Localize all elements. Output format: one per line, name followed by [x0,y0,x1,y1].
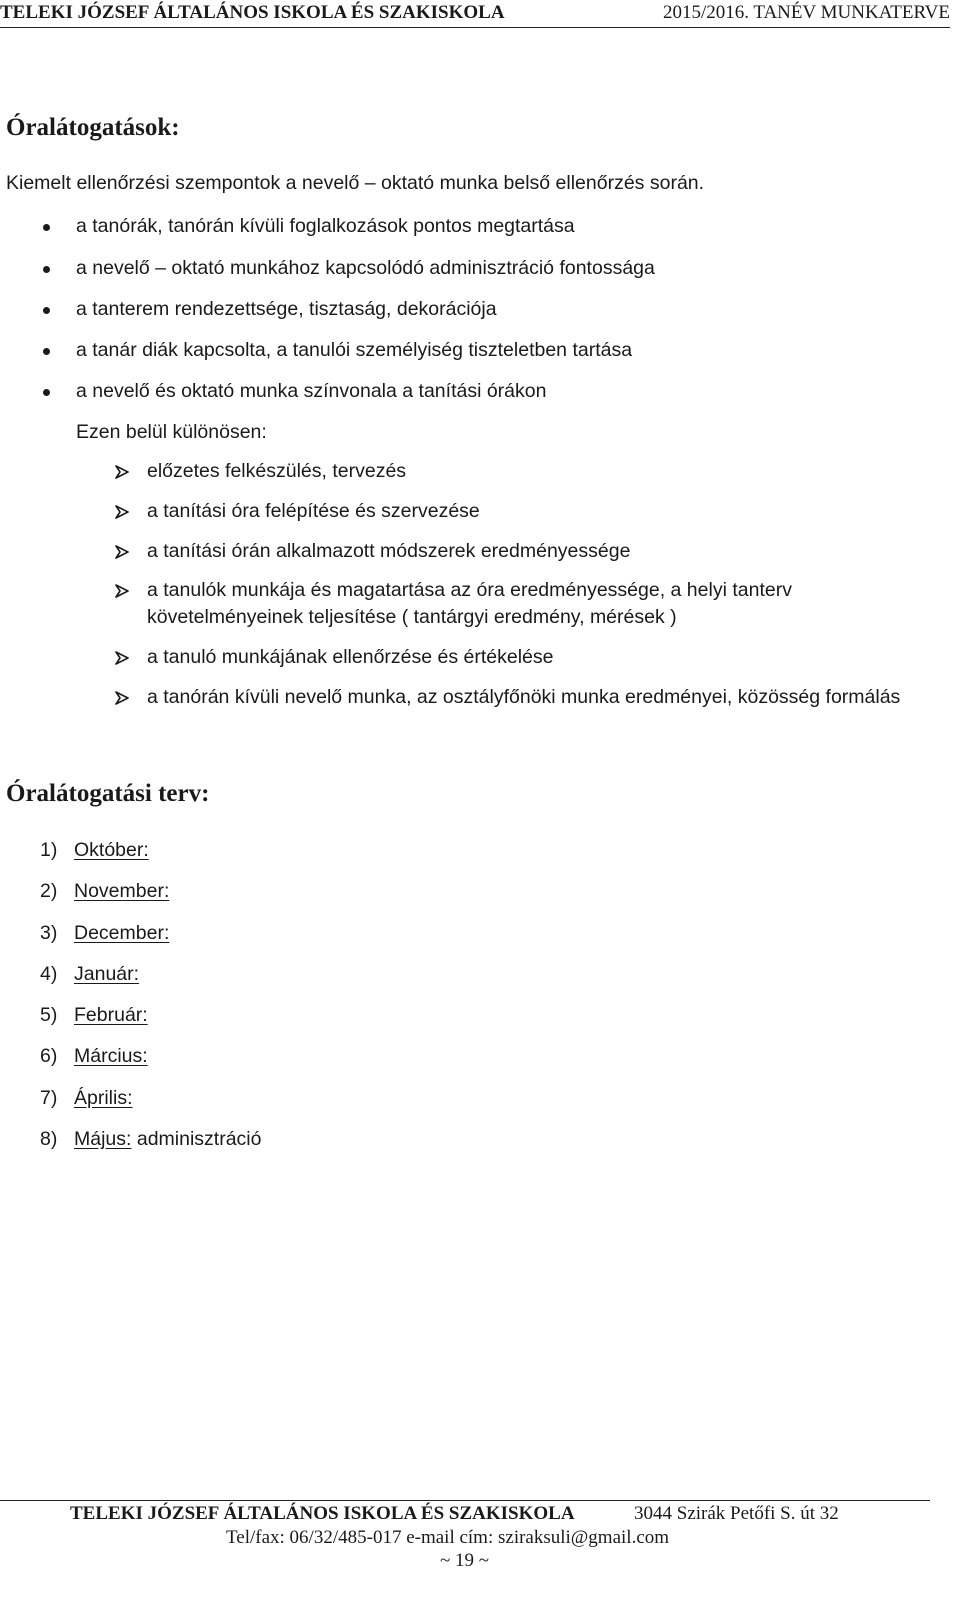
list-item [40,880,169,903]
header-divider [0,27,950,28]
intro-paragraph: Kiemelt ellenőrzési szempontok a nevelő – oktató munka belső ellenőrzés során. [6,172,705,194]
footer-divider [0,1500,930,1501]
list-item-text: a tanterem rendezettsége, tisztaság, dekorációja [76,298,497,320]
list-number: 5) [40,1004,58,1026]
list-item [40,1045,148,1068]
list-item [40,1087,133,1110]
page-number: ~ 19 ~ [440,1550,490,1571]
bullet-icon [43,389,50,396]
page-header [0,0,960,30]
header-school-name: TELEKI JÓZSEF ÁLTALÁNOS ISKOLA ÉS SZAKISKOLA [0,2,505,23]
month-label: November: [74,880,170,902]
list-number: 2) [40,880,58,902]
section-title-visit-plan: Óralátogatási terv: [6,780,210,807]
list-item [40,922,169,945]
bullet-icon [43,348,50,355]
arrow-bullet-icon [114,464,130,480]
list-number: 8) [40,1128,58,1150]
month-label: Május: [74,1128,132,1150]
list-item-text: a tanítási órán alkalmazott módszerek eredményessége [147,540,631,562]
month-note: adminisztráció [136,1128,262,1150]
list-item-text: a tanórák, tanórán kívüli foglalkozások pontos megtartása [76,215,575,237]
list-item-text: a tanár diák kapcsolta, a tanulói személyiség tiszteletben tartása [76,339,633,361]
month-label: Október: [74,839,149,861]
section-title-visits: Óralátogatások: [6,114,180,141]
list-number: 7) [40,1087,58,1109]
month-label: Április: [74,1087,133,1109]
list-item-text: a tanítási óra felépítése és szervezése [147,500,480,522]
list-item-text: a tanuló munkájának ellenőrzése és értékelése [147,646,554,668]
list-item-text: a nevelő és oktató munka színvonala a tanítási órákon [76,380,547,402]
list-number: 6) [40,1045,58,1067]
footer-contact: Tel/fax: 06/32/485-017 e-mail cím: sziraksuli@gmail.com [226,1527,670,1548]
footer-school-name: TELEKI JÓZSEF ÁLTALÁNOS ISKOLA ÉS SZAKISKOLA [70,1503,575,1524]
header-plan-title: 2015/2016. TANÉV MUNKATERVE [662,2,950,23]
arrow-bullet-icon [114,690,130,706]
list-item [40,963,139,986]
month-label: December: [74,922,170,944]
bullet-icon [43,266,50,273]
arrow-bullet-icon [114,504,130,520]
arrow-bullet-icon [114,650,130,666]
list-number: 1) [40,839,58,861]
list-number: 4) [40,963,58,985]
arrow-bullet-icon [114,544,130,560]
sub-list-intro: Ezen belül különösen: [76,421,267,443]
arrow-bullet-icon [114,583,130,599]
footer-address: 3044 Szirák Petőfi S. út 32 [634,1503,839,1524]
list-item [40,839,149,862]
list-item-text: a tanórán kívüli nevelő munka, az osztályfőnöki munka eredményei, közösség formálás [147,686,901,708]
list-item-text: előzetes felkészülés, tervezés [147,460,407,482]
month-label: Március: [74,1045,148,1067]
bullet-icon [43,224,50,231]
list-item-text: a nevelő – oktató munkához kapcsolódó adminisztráció fontossága [76,257,655,279]
list-item [40,1004,148,1027]
month-label: Január: [74,963,140,985]
month-label: Február: [74,1004,148,1026]
list-number: 3) [40,922,58,944]
list-item-text: a tanulók munkája és magatartása az óra eredményessége, a helyi tanterv követelményeinek teljesítése ( tantárgyi eredmény, mérések ) [147,579,792,628]
bullet-icon [43,307,50,314]
list-item [40,1128,262,1151]
